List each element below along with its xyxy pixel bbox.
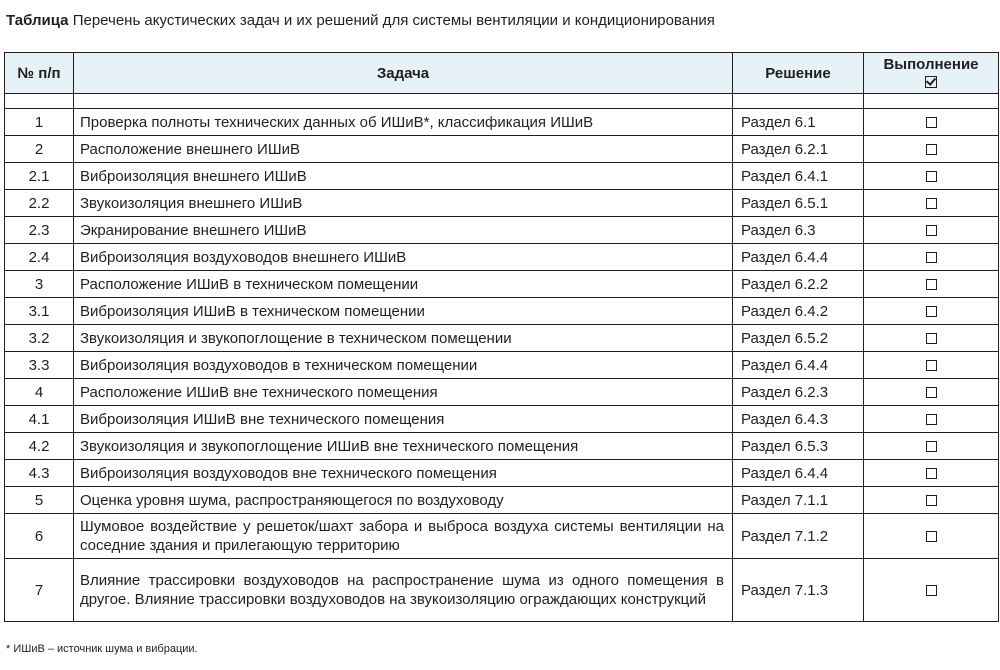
table-row <box>5 433 999 460</box>
row-task: Оценка уровня шума, распространяющегося по воздуховоду <box>74 487 733 514</box>
table-row <box>5 352 999 379</box>
row-number: 6 <box>5 514 74 559</box>
row-task: Расположение ИШиВ вне технического помещения <box>74 379 733 406</box>
row-solution: Раздел 6.5.2 <box>733 325 864 352</box>
row-task: Звукоизоляция и звукопоглощение ИШиВ вне технического помещения <box>74 433 733 460</box>
row-done-cell <box>864 163 999 190</box>
completion-checkbox[interactable] <box>926 279 937 290</box>
row-solution: Раздел 6.2.3 <box>733 379 864 406</box>
table-row <box>5 244 999 271</box>
table-row <box>5 136 999 163</box>
header-solution: Решение <box>733 53 864 94</box>
row-done-cell <box>864 406 999 433</box>
header-done-label: Выполнение <box>883 56 979 73</box>
row-task: Влияние трассировки воздуховодов на распространение шума из одного помещения в другое. Влияние трассировки воздуховодов на звукоизоляцию ограждающих конструкций <box>74 559 733 622</box>
row-solution: Раздел 6.4.3 <box>733 406 864 433</box>
row-solution: Раздел 6.4.4 <box>733 244 864 271</box>
completion-checkbox[interactable] <box>926 252 937 263</box>
row-done-cell <box>864 109 999 136</box>
completion-checkbox[interactable] <box>926 531 937 542</box>
row-number: 3.3 <box>5 352 74 379</box>
row-task: Проверка полноты технических данных об ИШиВ*, классификация ИШиВ <box>74 109 733 136</box>
table-row <box>5 487 999 514</box>
row-number: 2.3 <box>5 217 74 244</box>
row-done-cell <box>864 433 999 460</box>
row-task: Виброизоляция воздуховодов вне технического помещения <box>74 460 733 487</box>
header-done <box>864 53 999 94</box>
completion-checkbox[interactable] <box>926 171 937 182</box>
table-row <box>5 514 999 559</box>
row-solution: Раздел 7.1.2 <box>733 514 864 559</box>
row-done-cell <box>864 514 999 559</box>
tasks-table <box>4 52 999 622</box>
completion-checkbox[interactable] <box>926 468 937 479</box>
completion-checkbox[interactable] <box>926 198 937 209</box>
table-header-row <box>5 53 999 94</box>
table-row <box>5 460 999 487</box>
row-number: 2.1 <box>5 163 74 190</box>
row-solution: Раздел 6.5.3 <box>733 433 864 460</box>
table-row <box>5 163 999 190</box>
row-solution: Раздел 6.1 <box>733 109 864 136</box>
row-task: Виброизоляция ИШиВ вне технического помещения <box>74 406 733 433</box>
completion-checkbox[interactable] <box>926 117 937 128</box>
completion-checkbox[interactable] <box>926 495 937 506</box>
row-solution: Раздел 6.2.2 <box>733 271 864 298</box>
row-done-cell <box>864 217 999 244</box>
row-task: Звукоизоляция и звукопоглощение в техническом помещении <box>74 325 733 352</box>
table-row <box>5 109 999 136</box>
row-number: 4.1 <box>5 406 74 433</box>
table-row <box>5 406 999 433</box>
spacer-row <box>5 94 999 109</box>
table-caption <box>6 12 715 29</box>
row-task: Расположение внешнего ИШиВ <box>74 136 733 163</box>
row-number: 2 <box>5 136 74 163</box>
row-done-cell <box>864 379 999 406</box>
row-done-cell <box>864 460 999 487</box>
checked-checkbox-icon <box>925 76 937 88</box>
completion-checkbox[interactable] <box>926 333 937 344</box>
table-row <box>5 298 999 325</box>
row-task: Экранирование внешнего ИШиВ <box>74 217 733 244</box>
table-row <box>5 325 999 352</box>
row-solution: Раздел 6.5.1 <box>733 190 864 217</box>
completion-checkbox[interactable] <box>926 225 937 236</box>
caption-label: Таблица <box>6 12 69 29</box>
row-solution: Раздел 6.3 <box>733 217 864 244</box>
row-number: 2.4 <box>5 244 74 271</box>
completion-checkbox[interactable] <box>926 585 937 596</box>
caption-text: Перечень акустических задач и их решений для системы вентиляции и кондиционирования <box>72 12 715 29</box>
completion-checkbox[interactable] <box>926 360 937 371</box>
table-row <box>5 217 999 244</box>
table-row <box>5 271 999 298</box>
completion-checkbox[interactable] <box>926 441 937 452</box>
row-done-cell <box>864 244 999 271</box>
row-number: 7 <box>5 559 74 622</box>
row-solution: Раздел 6.4.4 <box>733 352 864 379</box>
row-task: Шумовое воздействие у решеток/шахт забора и выброса воздуха системы вентиляции на соседние здания и прилегающую территорию <box>74 514 733 559</box>
row-done-cell <box>864 190 999 217</box>
header-num: № п/п <box>5 53 74 94</box>
row-number: 4 <box>5 379 74 406</box>
row-done-cell <box>864 136 999 163</box>
row-solution: Раздел 7.1.3 <box>733 559 864 622</box>
row-number: 3.2 <box>5 325 74 352</box>
row-solution: Раздел 6.2.1 <box>733 136 864 163</box>
completion-checkbox[interactable] <box>926 144 937 155</box>
header-task: Задача <box>74 53 733 94</box>
row-number: 5 <box>5 487 74 514</box>
row-task: Виброизоляция ИШиВ в техническом помещении <box>74 298 733 325</box>
row-number: 3.1 <box>5 298 74 325</box>
row-solution: Раздел 6.4.1 <box>733 163 864 190</box>
row-number: 3 <box>5 271 74 298</box>
completion-checkbox[interactable] <box>926 387 937 398</box>
row-solution: Раздел 6.4.4 <box>733 460 864 487</box>
row-task: Виброизоляция воздуховодов в техническом помещении <box>74 352 733 379</box>
table-row <box>5 559 999 622</box>
row-done-cell <box>864 271 999 298</box>
completion-checkbox[interactable] <box>926 306 937 317</box>
row-done-cell <box>864 352 999 379</box>
row-task: Расположение ИШиВ в техническом помещении <box>74 271 733 298</box>
row-number: 4.2 <box>5 433 74 460</box>
row-number: 1 <box>5 109 74 136</box>
table-row <box>5 379 999 406</box>
completion-checkbox[interactable] <box>926 414 937 425</box>
row-number: 4.3 <box>5 460 74 487</box>
row-done-cell <box>864 325 999 352</box>
row-number: 2.2 <box>5 190 74 217</box>
row-done-cell <box>864 487 999 514</box>
footnote: * ИШиВ – источник шума и вибрации. <box>6 643 198 655</box>
row-task: Звукоизоляция внешнего ИШиВ <box>74 190 733 217</box>
row-done-cell <box>864 559 999 622</box>
row-solution: Раздел 6.4.2 <box>733 298 864 325</box>
row-solution: Раздел 7.1.1 <box>733 487 864 514</box>
row-task: Виброизоляция воздуховодов внешнего ИШиВ <box>74 244 733 271</box>
table-row <box>5 190 999 217</box>
row-done-cell <box>864 298 999 325</box>
row-task: Виброизоляция внешнего ИШиВ <box>74 163 733 190</box>
